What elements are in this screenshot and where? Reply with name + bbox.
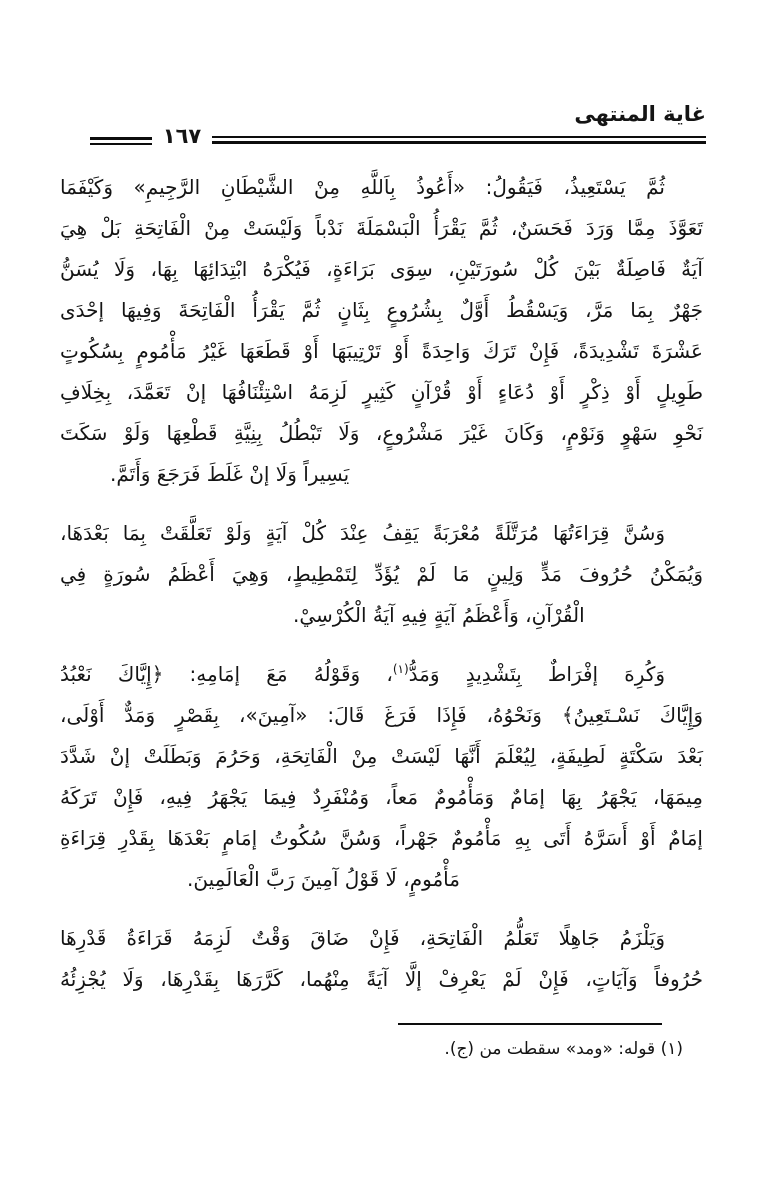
body-line: وَسُنَّ قِرَاءَتُهَا مُرَتَّلَةً مُعْرَبَةً يَقِفُ عِنْدَ كُلْ آيَةٍ وَلَوْ تَعَلَّقَتْ بِمَا بَعْدَهَا، xyxy=(60,521,665,545)
page-number: ١٦٧ xyxy=(162,124,202,148)
body-line: وَيُمَكْنُ حُرُوفَ مَدٍّ وَلِينٍ مَا لَمْ يُؤَدِّ لِتَمْطِيطٍ، وَهِيَ أَعْظَمُ سُورَةٍ فِي xyxy=(60,562,703,586)
body-line: مَأْمُومٍ، لَا قَوْلُ آمِينَ رَبَّ الْعَالَمِينَ. xyxy=(187,867,460,891)
body-line: يَسِيراً وَلَا إنْ غَلَطَ فَرَجَعَ وَأَتَمَّ. xyxy=(110,462,350,486)
body-line: بَعْدَ سَكْتَةٍ لَطِيفَةٍ، لِيُعْلَمَ أَنَّهَا لَيْسَتْ مِنْ الْفَاتِحَةِ، وَحَرُمَ وَبَطَلَتْ إنْ شَدَّدَ xyxy=(60,744,703,768)
body-line: جَهْرٌ بِمَا مَرَّ، وَيَسْقُطُ أَوَّلٌ بِشُرُوعٍ بِثَانٍ ثُمَّ يَقْرَأُ الْفَاتِحَةَ وَفِيهَا إحْدَى xyxy=(60,298,703,322)
body-line: وَإِيَّاكَ نَسْـتَعِينُ﴾ وَنَحْوُهُ، فَإِذَا فَرَغَ قَالَ: «آمِينَ»، بِقَصْرٍ وَمَدٌّ أَوْلَى، xyxy=(60,703,703,727)
body-text xyxy=(60,167,703,1018)
paragraph xyxy=(60,167,703,495)
header-double-rule-long xyxy=(212,136,706,144)
body-line: إمَامٌ أَوْ أَسَرَّهُ أَتَى بِهِ مَأْمُومٌ جَهْراً، وَسُنَّ سُكُوتُ إمَامٍ بَعْدَهَا بِقَدْرِ قِرَاءَةِ xyxy=(60,826,703,850)
body-line: الْقُرْآنِ، وَأَعْظَمُ آيَةٍ فِيهِ آيَةُ الْكُرْسِيْ. xyxy=(293,603,585,627)
footnote: (١) قوله: «ومد» سقطت من (ج). xyxy=(444,1039,683,1059)
body-line: نَحْوِ سَهْوٍ وَنَوْمٍ، وَكَانَ غَيْرَ مَشْرُوعٍ، وَلَا تَبْطُلُ بِنِيَّةِ قَطْعِهَا وَلَوْ سَكَتَ xyxy=(60,421,703,445)
body-line: حُرُوفاً وَآيَاتٍ، فَإِنْ لَمْ يَعْرِفْ إلَّا آيَةً مِنْهُما، كَرَّرَهَا بِقَدْرِهَا، وَلَا يُجْزِئُهُ xyxy=(60,967,703,991)
running-head-title: غاية المنتهى xyxy=(574,102,706,126)
header-double-rule-short xyxy=(90,137,152,145)
body-line: طَوِيلٍ أَوْ ذِكْرٍ أَوْ دُعَاءٍ أَوْ قُرْآنٍ كَثِيرٍ لَزِمَهُ اسْتِئْنَافُهَا إنْ تَعَمَّدَ، بِخِلَافِ xyxy=(60,380,703,404)
footnote-separator-rule xyxy=(398,1023,662,1025)
body-line: تَعَوَّذَ مِمَّا وَرَدَ فَحَسَنٌ، ثُمَّ يَقْرَأُ الْبَسْمَلَةَ نَدْباً وَلَيْسَتْ مِنْ الْفَاتِحَةِ بَلْ هِيَ xyxy=(60,216,703,240)
body-line: وَيَلْزَمُ جَاهِلًا تَعَلُّمُ الْفَاتِحَةِ، فَإِنْ ضَاقَ وَقْتٌ لَزِمَهُ قَرَاءَةُ قَدْرِهَا xyxy=(60,926,665,950)
paragraph xyxy=(60,918,703,1000)
paragraph xyxy=(60,513,703,636)
body-line: ثُمَّ يَسْتَعِيذُ، فَيَقُولُ: «أَعُوذُ بِاَللَّهِ مِنْ الشَّيْطَانِ الرَّجِيمِ» وَكَيْفَمَا xyxy=(60,175,665,199)
body-line: مِيمَهَا، يَجْهَرُ بِهَا إمَامٌ وَمَأْمُومٌ مَعاً، وَمُنْفَرِدٌ فِيمَا يَجْهَرُ فِيهِ، فَإِنْ تَرَكَهُ xyxy=(60,785,703,809)
footnote-marker: (١) xyxy=(392,662,409,676)
paragraph xyxy=(60,654,703,900)
body-line: وَكُرِهَ إفْرَاطٌ بِتَشْدِيدٍ وَمَدُّ$^{(١)}$، وَقَوْلُهُ مَعَ إمَامِهِ: ﴿إِيَّاكَ نَعْبُدُ xyxy=(60,662,665,686)
body-line: آيَةٌ فَاصِلَةٌ بَيْنَ كُلْ سُورَتَيْنِ، سِوَى بَرَاءَةٍ، فَيُكْرَهُ ابْتِدَائِهَا بِهَا، وَلَا يُسَنُّ xyxy=(60,257,703,281)
body-line: عَشْرَةَ تَشْدِيدَةً، فَإِنْ تَرَكَ وَاحِدَةً أَوْ تَرْتِيبَهَا أَوْ قَطَعَهَا غَيْرُ مَأْمُومٍ بِسُكُوتٍ xyxy=(60,339,703,363)
